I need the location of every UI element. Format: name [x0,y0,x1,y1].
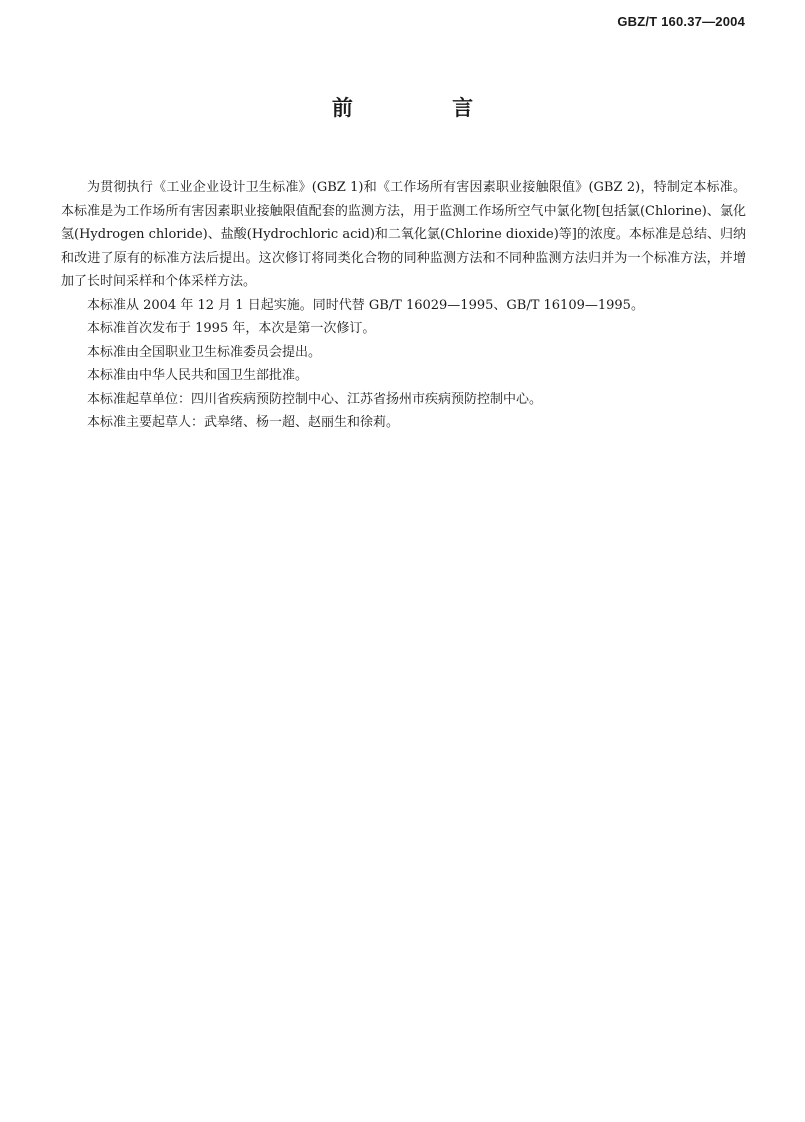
document-code: GBZ/T 160.37—2004 [617,14,745,29]
foreword-body [61,176,746,435]
page-title: 前 言 [331,96,520,120]
paragraph-approved-by: 本标准由中华人民共和国卫生部批准。 [87,368,309,383]
paragraph-drafting-units: 本标准起草单位：四川省疾病预防控制中心、江苏省扬州市疾病预防控制中心。 [87,391,543,407]
paragraph-purpose: 为贯彻执行《工业企业设计卫生标准》(GBZ 1)和《工作场所有害因素职业接触限值》(GBZ 2)，特制定本标准。本标准是为工作场所有害因素职业接触限值配套的监测方法，用于监测工作场所空气中氯化物[包括氯(Chlorine)、氯化氢(Hydrogen chloride)、盐酸(Hydrochloric acid)和二氧化氯(Chlorine dioxide)等]的浓度。本标准是总结、归纳和改进了原有的标准方法后提出。这次修订将同类化合物的同种监测方法和不同种监测方法归并为一个标准方法，并增加了长时间采样和个体采样方法。 [61,180,746,289]
paragraph-drafters: 本标准主要起草人：武皋绪、杨一超、赵丽生和徐莉。 [87,415,400,430]
paragraph-effective-date: 本标准从 2004 年 12 月 1 日起实施。同时代替 GB/T 16029—1995、GB/T 16109—1995。 [87,297,644,313]
paragraph-proposed-by: 本标准由全国职业卫生标准委员会提出。 [87,344,322,360]
paragraph-first-published: 本标准首次发布于 1995 年，本次是第一次修订。 [87,321,376,336]
